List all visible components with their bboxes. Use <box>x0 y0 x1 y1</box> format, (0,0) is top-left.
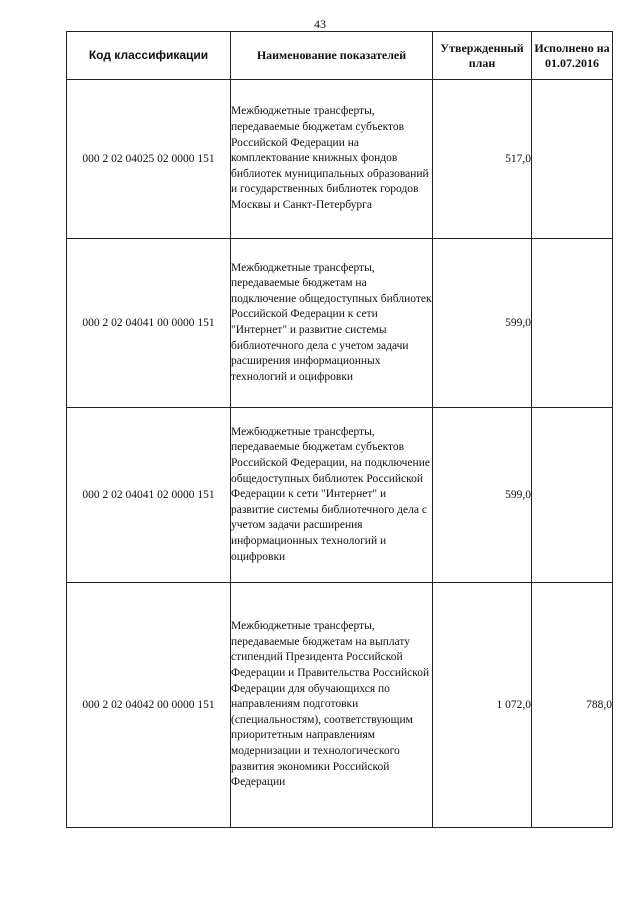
table-row <box>67 239 613 408</box>
cell-plan: 517,0 <box>433 80 532 239</box>
cell-executed <box>532 408 613 583</box>
header-executed: Исполнено на 01.07.2016 <box>532 32 613 80</box>
cell-name: Межбюджетные трансферты, передаваемые бюджетам субъектов Российской Федерации на комплектование книжных фондов библиотек муниципальных образований и государственных библиотек городов Москвы и Санкт-Петербурга <box>231 80 433 239</box>
cell-plan: 599,0 <box>433 408 532 583</box>
table-row <box>67 408 613 583</box>
cell-executed <box>532 80 613 239</box>
table-row <box>67 583 613 828</box>
table-row <box>67 80 613 239</box>
cell-code: 000 2 02 04042 00 0000 151 <box>67 583 231 828</box>
header-code: Код классификации <box>67 32 231 80</box>
cell-code: 000 2 02 04041 02 0000 151 <box>67 408 231 583</box>
table-header-row <box>67 32 613 80</box>
cell-name: Межбюджетные трансферты, передаваемые бюджетам на подключение общедоступных библиотек Российской Федерации к сети "Интернет" и развитие системы библиотечного дела с учетом задачи расширения информационных технологий и оцифровки <box>231 239 433 408</box>
cell-name: Межбюджетные трансферты, передаваемые бюджетам субъектов Российской Федерации, на подключение общедоступных библиотек Российской Федерации к сети "Интернет" и развитие системы библиотечного дела с учетом задачи расширения информационных технологий и оцифровки <box>231 408 433 583</box>
header-plan: Утвержденный план <box>433 32 532 80</box>
page-number: 43 <box>314 17 326 31</box>
budget-table <box>66 31 613 828</box>
cell-name: Межбюджетные трансферты, передаваемые бюджетам на выплату стипендий Президента Российской Федерации и Правительства Российской Федерации для обучающихся по направлениям подготовки (специальностям), соответствующим приоритетным направлениям модернизации и технологического развития экономики Российской Федерации <box>231 583 433 828</box>
cell-code: 000 2 02 04025 02 0000 151 <box>67 80 231 239</box>
cell-plan: 599,0 <box>433 239 532 408</box>
cell-executed <box>532 239 613 408</box>
cell-executed: 788,0 <box>532 583 613 828</box>
header-name: Наименование показателей <box>231 32 433 80</box>
cell-plan: 1 072,0 <box>433 583 532 828</box>
cell-code: 000 2 02 04041 00 0000 151 <box>67 239 231 408</box>
